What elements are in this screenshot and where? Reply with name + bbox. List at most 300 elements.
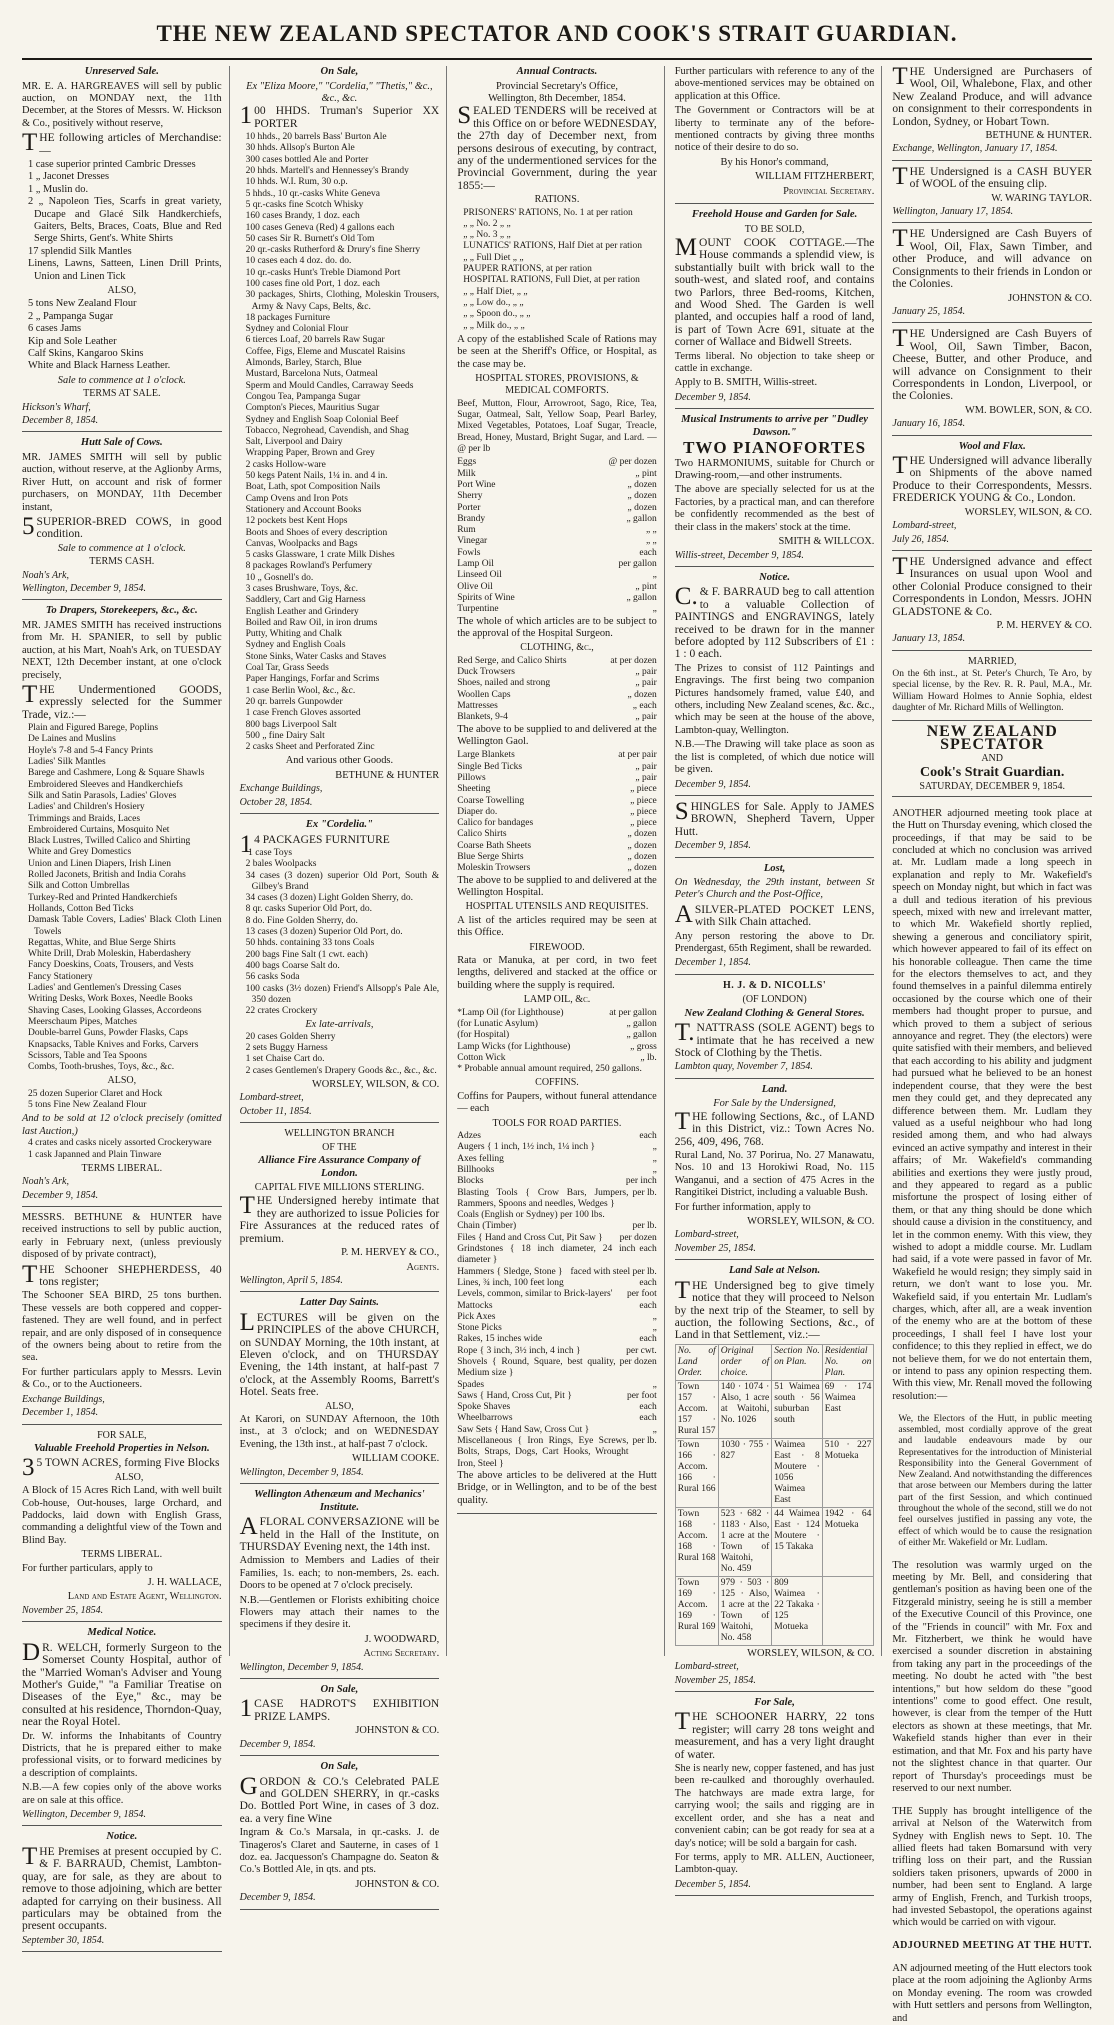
price-unit: „ „: [645, 525, 657, 536]
price-unit: „: [652, 570, 657, 581]
signature: SMITH & WILLCOX.: [778, 536, 875, 548]
table-row: [675, 1380, 874, 1438]
advert-sub: TO BE SOLD,: [744, 223, 805, 235]
advert-annual-contracts: [457, 66, 657, 1514]
list-item: 50 cases Sir R. Burnett's Old Tom: [245, 233, 375, 244]
price-unit: „ gallon: [626, 1018, 657, 1029]
advert-body: MR. E. A. HARGREAVES will sell by public auction, on MONDAY next, the 11th December, at the Stores of Messrs. W. Hickson & Co., positively without reserve,: [22, 80, 222, 129]
date: Wellington, 8th December, 1854.: [488, 92, 626, 104]
price-item: Red Serge, and Calico Shirts: [457, 655, 567, 666]
price-item: Shovels { Round, Square, best quality, Medium size }: [457, 1356, 616, 1379]
price-row: [457, 1053, 657, 1064]
list-item: Writing Desks, Work Boxes, Needle Books: [28, 994, 193, 1005]
price-item: Billhooks: [457, 1164, 495, 1175]
price-unit: „ piece: [630, 795, 657, 806]
price-row: [457, 514, 657, 525]
advert-body: For further particulars apply to Messrs. Levin & Co., or to the Auctioneers.: [22, 1366, 222, 1391]
signature: J. WOODWARD,: [364, 1633, 440, 1645]
notice-married: [892, 656, 1092, 722]
date: December 9, 1854.: [22, 1189, 99, 1201]
list-item: 5 tons New Zealand Flour: [28, 298, 137, 310]
list-item: 20 qr.-casks Rutherford & Drury's fine Sherry: [245, 245, 421, 256]
price-unit: per inch: [625, 1176, 657, 1187]
advert-heading: On Sale,: [320, 66, 359, 77]
price-item: Spades: [457, 1379, 485, 1390]
list-item: Camp Ovens and Iron Pots: [245, 493, 348, 504]
price-unit: „ dozen: [627, 863, 657, 874]
list-item: Compton's Pieces, Mauritius Sugar: [245, 403, 380, 414]
advert-heading: Notice.: [759, 571, 791, 583]
list-item: White and Grey Domestics: [28, 847, 132, 858]
price-unit: per lb.: [632, 1436, 657, 1447]
list-item: 12 pockets best Kent Hops: [245, 516, 348, 527]
price-row: [457, 525, 657, 536]
price-row: [457, 503, 657, 514]
list-item: 10 hhds. W.I. Rum, 30 o.p.: [245, 177, 348, 188]
price-row: [457, 841, 657, 852]
price-row: [457, 712, 657, 723]
price-item: Axes felling: [457, 1153, 504, 1164]
price-item: Sheeting: [457, 784, 491, 795]
advert-premises: [22, 1831, 222, 1952]
advert-bethune-wool: [892, 63, 1092, 161]
list-item: White and Black Harness Leather.: [28, 360, 171, 372]
item-list: [246, 1032, 440, 1077]
date: December 1, 1854.: [22, 1407, 99, 1419]
advert-hervey-insurance: [892, 552, 1092, 651]
signature: W. WARING TAYLOR.: [991, 192, 1092, 204]
sale-note: Sale to commence at 1 o'clock.: [57, 542, 186, 554]
advert-body: MR. JAMES SMITH will sell by public auction, without reserve, at the Aglionby Arms, River Hutt, on account and risk of former purchasers, on MONDAY, 11th December instant,: [22, 451, 222, 513]
land-table: [675, 1344, 875, 1646]
price-unit: per dozen: [619, 1232, 657, 1243]
table-cell: 979 · 503 · 125 · Also, 1 acre at the Town of Waitohi, No. 458: [718, 1576, 772, 1645]
list-item: Stationery and Account Books: [245, 504, 362, 515]
editorial-title: NEW ZEALAND SPECTATOR: [926, 723, 1058, 753]
advert-lead: MOUNT COOK COTTAGE.—The House commands a splendid view, is substantially built with brick wall to the south-west, and slated roof, and contains two Parlors, three Bed-rooms, Kitchen, and Wood Shed. The Garden is well planted, and occupies half a rood of land, is part of Town Acre 691, situate at the corner of Wallace and Bidwell Streets.: [674, 233, 875, 349]
price-unit: at per pair: [618, 750, 657, 761]
list-item: 200 bags Fine Salt (1 cwt. each): [245, 949, 368, 960]
price-item: Blocks: [457, 1176, 484, 1187]
price-unit: „ „: [645, 536, 657, 547]
section-label: FIREWOOD.: [529, 941, 585, 953]
of-the: OF THE: [322, 1141, 357, 1153]
price-unit: „ each: [632, 700, 657, 711]
price-item: Blankets, 9-4: [457, 712, 508, 723]
list-item: De Laines and Muslins: [28, 734, 116, 745]
sale-note: Sale to commence at 1 o'clock.: [57, 374, 186, 386]
advert-body: Any person restoring the above to Dr. Prendergast, 65th Regiment, shall be rewarded.: [674, 930, 875, 955]
advert-heading: For Sale,: [754, 1696, 795, 1708]
price-item: Fowls: [457, 547, 481, 558]
list-item: 100 casks (3½ dozen) Friend's Allsopp's Pale Ale, 350 dozen: [245, 983, 440, 1005]
editorial-dateline: SATURDAY, DECEMBER 9, 1854.: [892, 781, 1092, 797]
list-item: Boat, Lath, spot Composition Nails: [245, 482, 381, 493]
list-item: Turkey-Red and Printed Handkerchiefs: [28, 892, 178, 903]
price-item: Spirits of Wine: [457, 592, 515, 603]
date: November 25, 1854.: [674, 1242, 756, 1254]
article-body: AN adjourned meeting of the Hutt electors took place at the room adjoining the Aglionby Arms on Monday evening. The room was crowded with Hutt settlers and persons from Wellington, and: [892, 1962, 1092, 2024]
item-list: [246, 848, 440, 1017]
table-header-cell: Original order of choice.: [718, 1344, 772, 1380]
signature: Provincial Secretary.: [783, 185, 875, 197]
branch-title: WELLINGTON BRANCH: [284, 1128, 395, 1140]
place: Noah's Ark,: [22, 569, 69, 581]
price-unit: „: [652, 1379, 657, 1390]
advert-land-nelson: [675, 1265, 875, 1692]
price-row: [457, 1402, 657, 1413]
date: January 13, 1854.: [892, 633, 966, 645]
list-item: Trimmings and Braids, Laces: [28, 813, 141, 824]
date: Exchange, Wellington, January 17, 1854.: [892, 143, 1058, 155]
list-item: Scissors, Table and Tea Spoons: [28, 1050, 147, 1061]
table-cell: Town 157 · Accom. 157 · Rural 157: [675, 1380, 718, 1438]
list-item: 10 qr.-casks Hunt's Treble Diamond Port: [245, 267, 401, 278]
price-unit: „ pair: [635, 761, 657, 772]
advert-latter-day-saints: [240, 1297, 440, 1484]
table-cell: Town 168 · Accom. 168 · Rural 168: [675, 1507, 718, 1576]
price-row: [457, 1008, 657, 1019]
list-item: Almonds, Barley, Starch, Blue: [245, 358, 362, 369]
advert-body: MESSRS. BETHUNE & HUNTER have received instructions to sell by public auction, early in February next, (unless previously disposed of by private contract),: [22, 1212, 222, 1261]
price-row: [457, 863, 657, 874]
date: December 5, 1854.: [674, 1878, 751, 1890]
price-unit: „: [652, 1164, 657, 1175]
list-item: Ladies' and Gentlemen's Dressing Cases: [28, 983, 182, 994]
advert-lead: LECTURES will be given on the PRINCIPLES of the above CHURCH, on SUNDAY Morning, the 10th instant, at Eleven o'clock, and on THURSDAY Evening, the 14th instant, at half-past 7 o'clock, at the Assembly Rooms, Barrett's Hotel. Seats free.: [239, 1308, 440, 1399]
advert-heading: Valuable Freehold Properties in Nelson.: [33, 1442, 210, 1454]
article-heading: ADJOURNED MEETING AT THE HUTT.: [892, 1940, 1092, 1952]
date: October 28, 1854.: [239, 796, 313, 808]
date: Lambton quay, November 7, 1854.: [674, 1061, 813, 1073]
price-item: Brandy: [457, 513, 486, 524]
list-item: 10 cases each 4 doz. do. do.: [245, 256, 352, 267]
section-label: HOSPITAL STORES, PROVISIONS, & MEDICAL COMFORTS.: [475, 373, 639, 397]
list-item: Silk and Cotton Umbrellas: [28, 881, 130, 892]
advert-heading: FOR SALE,: [97, 1429, 147, 1441]
price-unit: each: [639, 547, 657, 558]
price-list: [457, 1008, 657, 1064]
advert-lead: AFLORAL CONVERSAZIONE will be held in the Hall of the Institute, on THURSDAY Evening next, the 14th inst.: [239, 1513, 440, 1553]
list-item: „ „ No. 3 „ „: [463, 230, 511, 241]
list-item: Hollands, Cotton Bed Ticks: [28, 903, 134, 914]
list-item: Stone Sinks, Water Casks and Staves: [245, 651, 387, 662]
list-item: „ „ Milk do., „ „: [463, 320, 525, 331]
price-item: Coarse Bath Sheets: [457, 840, 532, 851]
date: Wellington, December 9, 1854.: [239, 1661, 364, 1673]
price-row: [457, 1030, 657, 1041]
date: Wellington, December 9, 1854.: [22, 583, 147, 595]
list-item: English Leather and Grindery: [245, 606, 359, 617]
advert-lead: THE Undersigned are Cash Buyers of Wool, Oil, Flax, Sawn Timber, and other Produce, and will advance on Consignments to their friends in London or the Colonies.: [892, 225, 1092, 291]
list-item: 2 „ Pampanga Sugar: [28, 310, 114, 322]
date: Wellington, December 9, 1854.: [239, 1466, 364, 1478]
price-unit: per cwt.: [626, 1345, 657, 1356]
list-item: 5 tons Fine New Zealand Flour: [28, 1100, 147, 1111]
price-row: [457, 1233, 657, 1244]
price-row: [457, 1346, 657, 1357]
price-row: [457, 1301, 657, 1312]
terms: TERMS CASH.: [89, 556, 155, 568]
list-item: 2 cases Gentlemen's Drapery Goods &c., &c., &c.: [245, 1065, 437, 1076]
advert-lead: TWO PIANOFORTES: [683, 438, 867, 458]
masthead-rule: [22, 58, 1092, 60]
list-item: Hoyle's 7-8 and 5-4 Fancy Prints: [28, 745, 153, 756]
price-unit: per lb.: [632, 1187, 657, 1198]
advert-lost-lens: [675, 863, 875, 975]
price-unit: „ gallon: [626, 513, 657, 524]
list-item: 800 bags Liverpool Salt: [245, 719, 337, 730]
price-row: [457, 818, 657, 829]
advert-drapers: [22, 605, 222, 1207]
table-header-cell: Section No. on Plan.: [772, 1344, 823, 1380]
advert-mount-cook: [675, 209, 875, 409]
price-item: Rum: [457, 525, 476, 536]
list-item: Meerschaum Pipes, Matches: [28, 1016, 137, 1027]
price-row: [457, 559, 657, 570]
columns: [22, 63, 1092, 2024]
price-row: [457, 548, 657, 559]
price-row: [457, 1221, 657, 1232]
advert-cordelia: [240, 819, 440, 1123]
table-cell: 809 Waimea · 22 Takaka · 125 Motueka: [772, 1576, 823, 1645]
price-item: Rope { 3 inch, 3½ inch, 4 inch }: [457, 1345, 581, 1356]
list-item: „ „ Spoon do., „ „: [463, 309, 531, 320]
table-cell: Town 166 · Accom. 166 · Rural 166: [675, 1438, 718, 1507]
terms: TERMS AT SALE.: [83, 388, 161, 400]
list-item: 22 crates Crockery: [245, 1006, 318, 1017]
list-item: 10 hhds., 20 barrels Bass' Burton Ale: [245, 132, 387, 143]
list-item: 1 case French Gloves assorted: [245, 708, 361, 719]
advert-bowler-wool: [892, 325, 1092, 435]
price-item: Vinegar: [457, 536, 488, 547]
signature: Agents.: [406, 1261, 440, 1273]
price-item: Adzes: [457, 1131, 481, 1142]
advert-athenaeum: [240, 1489, 440, 1679]
price-unit: each: [639, 1277, 657, 1288]
list-item: 20 cases Golden Sherry: [245, 1031, 336, 1042]
advert-heading: Wool and Flax.: [958, 440, 1026, 452]
price-unit: „ dozen: [627, 479, 657, 490]
date: Wellington, January 17, 1854.: [892, 206, 1014, 218]
advert-shingles: [674, 797, 875, 858]
column-3: [457, 66, 665, 1656]
list-item: 17 splendid Silk Mantles: [28, 245, 132, 257]
advert-lead: THE Undersigned are Purchasers of Wool, Oil, Whalebone, Flax, and other New Zealand Produce, and will advance on consignment to their correspondents in London, Sydney, or Hobart Town.: [892, 63, 1092, 128]
advert-heading: Musical Instruments to arrive per "Dudley Dawson.": [681, 414, 869, 438]
list-item: Kip and Sole Leather: [28, 335, 117, 347]
list-item: 1 case Berlin Wool, &c., &c.: [245, 685, 356, 696]
advert-barraud-paintings: [675, 572, 875, 796]
list-item: Rolled Jaconets, British and India Corahs: [28, 870, 186, 881]
price-list: [457, 656, 657, 724]
advert-sherry: [240, 1761, 440, 1910]
signature: JOHNSTON & CO.: [355, 1878, 440, 1890]
list-item: 6 tierces Loaf, 20 barrels Raw Sugar: [245, 335, 385, 346]
date: Wellington, April 5, 1854.: [239, 1274, 343, 1286]
advert-body: Ingram & Co.'s Marsala, in qr.-casks. J. de Tinageros's Claret and Sauterne, in cases of 1 doz. ea. Jacquesson's Champagne do. Seaton & Co.'s Bottled Ale, in qts. and pts.: [239, 1827, 440, 1876]
price-list: [457, 1131, 657, 1470]
list-item: 20 qr. barrels Gunpowder: [245, 696, 343, 707]
signature: BETHUNE & HUNTER.: [985, 130, 1092, 142]
table-row: [675, 1438, 874, 1507]
price-item: Wheelbarrows: [457, 1413, 513, 1424]
advert-body: Coffins for Paupers, without funeral attendance — each: [457, 1090, 657, 1115]
price-item: Blasting Tools { Crow Bars, Jumpers, Rammers, Spoons and needles, Wedges }: [457, 1187, 629, 1209]
advert-body: A copy of the established Scale of Rations may be seen at the Sheriff's Office, or Hospital, as the case may be.: [457, 333, 657, 370]
list-item: Fancy Stationery: [28, 971, 93, 982]
price-unit: „ lb.: [640, 1052, 657, 1063]
list-item: 1 case Toys: [248, 847, 293, 858]
list-item: Coal Tar, Grass Seeds: [245, 663, 329, 674]
item-list: [28, 723, 222, 1073]
advert-land: [675, 1084, 875, 1260]
price-row: [457, 678, 657, 689]
price-unit: „ pair: [635, 678, 657, 689]
price-unit: per gallon: [618, 559, 657, 570]
table-body: [675, 1380, 874, 1645]
price-item: Sherry: [457, 491, 483, 502]
list-item: 2 casks Sheet and Perforated Zinc: [245, 742, 375, 753]
advert-schooner-harry: [675, 1697, 875, 1896]
advert-sub: For Sale by the Undersigned,: [713, 1098, 836, 1110]
signature: BETHUNE & HUNTER: [335, 769, 440, 781]
price-unit: „ dozen: [627, 829, 657, 840]
advert-body: For further particulars, apply to: [22, 1562, 153, 1574]
price-row: [457, 1154, 657, 1165]
price-unit: „ dozen: [627, 502, 657, 513]
date: November 25, 1854.: [22, 1604, 104, 1616]
advert-contracts-continued: [675, 66, 875, 204]
signature: P. M. HERVEY & CO.: [996, 619, 1092, 631]
price-row: [457, 1289, 657, 1300]
list-item: 4 crates and casks nicely assorted Crockeryware: [28, 1138, 212, 1149]
advert-lead: ASILVER-PLATED POCKET LENS, with Silk Chain attached.: [674, 900, 875, 929]
list-item: PAUPER RATIONS, at per ration: [463, 264, 592, 275]
price-unit: „: [652, 1311, 657, 1322]
advert-body: Dr. W. informs the Inhabitants of Country Districts, that he is prepared either to make professional visits, or to forward medicines by a description of complaints.: [22, 1730, 222, 1779]
advert-lead: THE Undersigned are Cash Buyers of Wool, Oil, Sawn Timber, Bacon, Cheese, Butter, and other Produce, and will advance on Consignment to their Correspondents in London, Liverpool, or the Colonies.: [892, 325, 1092, 403]
price-item: Chain (Timber): [457, 1221, 517, 1232]
section-label: RATIONS.: [534, 194, 580, 206]
price-unit: each: [639, 1300, 657, 1311]
place: Exchange Buildings,: [239, 783, 323, 795]
price-row: [457, 852, 657, 863]
advert-body: She is nearly new, copper fastened, and has just been re-caulked and thoroughly overhauled. The hatchways are made extra large, for carrying wool; the sails and rigging are in excellent order, and she has a neat and convenient cabin; can be got ready for sea at a day's notice; will be sold a bargain for cash.: [674, 1763, 875, 1849]
capital: CAPITAL FIVE MILLIONS STERLING.: [254, 1182, 425, 1194]
table-cell: 44 Waimea East · 124 Moutere · 15 Takaka: [772, 1507, 823, 1576]
price-unit: at per dozen: [610, 655, 657, 666]
price-unit: @ per dozen: [608, 457, 657, 468]
also-label: ALSO,: [114, 1471, 144, 1483]
advert-body: Rural Land, No. 37 Porirua, No. 27 Manawatu, Nos. 10 and 13 Horokiwi Road, No. 115 Wanganui, and a section of 475 Acres in the Rangitikei District, including a valuable Bush.: [674, 1149, 875, 1199]
table-cell: 1030 · 755 · 827: [718, 1438, 772, 1507]
advert-heading: Hutt Sale of Cows.: [80, 437, 163, 449]
list-item: 300 cases bottled Ale and Porter: [245, 154, 369, 165]
price-unit: „ gallon: [626, 1030, 657, 1041]
terms: TERMS LIBERAL.: [81, 1162, 163, 1174]
price-item: Calico Shirts: [457, 829, 507, 840]
list-item: Coffee, Figs, Eleme and Muscatel Raisins: [245, 346, 406, 357]
article-body: THE Supply has brought intelligence of the arrival at Nelson of the Waterwitch from Sydney with English news to Sept. 10. The allied fleets had taken Bomarsund with very trifling loss on their part, and the Russian soldiers taken prisoners, upwards of 2000 in number, had been sent to England. A large army of English, French, and Turkish troops, had invested Sebastopol, the operations against which would be carried on with vigour.: [892, 1805, 1092, 1929]
advert-lead: THE Undermentioned GOODS, expressly selected for the Summer Trade, viz.:—: [22, 680, 222, 721]
price-item: Augers { 1 inch, 1½ inch, 1¼ inch }: [457, 1142, 596, 1153]
list-item: Canvas, Woolpacks and Bags: [245, 538, 358, 549]
signature: WORSLEY, WILSON, & CO.: [747, 1647, 875, 1659]
advert-schooners: [22, 1212, 222, 1425]
list-item: 400 bags Coarse Salt do.: [245, 960, 340, 971]
list-item: Regattas, White, and Blue Serge Shirts: [28, 937, 176, 948]
price-row: [457, 829, 657, 840]
list-item: Sydney and English Soap Colonial Beef: [245, 414, 399, 425]
list-item: 25 dozen Superior Claret and Hock: [28, 1088, 163, 1099]
price-unit: per lb.: [632, 1221, 657, 1232]
table-header-cell: Residential No. on Plan.: [822, 1344, 874, 1380]
price-unit: „: [652, 1323, 657, 1334]
price-row: [457, 1142, 657, 1153]
advert-sub: (OF LONDON): [742, 994, 807, 1006]
list-item: 18 packages Furniture: [245, 312, 331, 323]
list-item: 100 cases Geneva (Red) 4 gallons each: [245, 222, 395, 233]
advert-heading: On Sale,: [320, 1683, 359, 1695]
advert-body: N.B.—Gentlemen or Florists exhibiting choice Flowers may attach their names to the specimens if they desire it.: [239, 1594, 440, 1631]
section-label: CLOTHING, &c.,: [520, 642, 594, 654]
list-item: Silk and Satin Parasols, Ladies' Gloves: [28, 790, 177, 801]
list-item: 1 „ Jaconet Dresses: [28, 171, 110, 183]
comforts: Beef, Mutton, Flour, Arrowroot, Sago, Rice, Tea, Sugar, Oatmeal, Salt, Yellow Soap, Pearl Barley, Mixed Vegetables, Potatoes, Loaf Sugar, Treacle, Bread, Honey, Mustard, Bright Sugar, and Lard. — @ per lb: [457, 398, 657, 455]
date: Wellington, December 9, 1854.: [22, 1809, 147, 1821]
list-item: 8 packages Rowland's Perfumery: [245, 561, 373, 572]
price-list: [457, 750, 657, 874]
advert-heading: Wellington Athenæum and Mechanics' Institute.: [254, 1489, 425, 1513]
price-unit: „ gross: [630, 1041, 657, 1052]
list-item: Putty, Whiting and Chalk: [245, 629, 342, 640]
price-row: [457, 1244, 657, 1267]
date: October 11, 1854.: [239, 1105, 312, 1117]
signature: P. M. HERVEY & CO.,: [341, 1247, 440, 1259]
also-label: ALSO,: [107, 285, 137, 296]
price-item: Mattocks: [457, 1300, 493, 1311]
price-row: [457, 570, 657, 581]
list-item: 34 cases (3 dozen) Light Golden Sherry, do.: [245, 893, 414, 904]
price-item: Mattresses: [457, 700, 498, 711]
table-cell: 69 · 174 Waimea East: [822, 1380, 874, 1438]
advert-lead: THE following Sections, &c., of LAND in this District, viz.: Town Acres No. 256, 409, 496, 768.: [674, 1107, 875, 1148]
advert-heading: Freehold House and Garden for Sale.: [691, 209, 858, 221]
list-item: 2 casks Hollow-ware: [245, 459, 326, 470]
date: January 16, 1854.: [892, 418, 966, 430]
list-item: Ladies' and Children's Hosiery: [28, 802, 145, 813]
price-item: Turpentine: [457, 604, 499, 615]
advert-lead: SEALED TENDERS will be received at this Office on or before WEDNESDAY, the 27th day of December next, from persons desirous of executing, by contract, any of the undermentioned services for the Provincial Government, during the year 1855:—: [457, 102, 657, 192]
list-item: White Drill, Drab Moleskin, Haberdashery: [28, 949, 192, 960]
list-item: Barege and Cashmere, Long & Square Shawls: [28, 768, 205, 779]
list-item: Black Lustres, Twilled Calico and Shirting: [28, 836, 191, 847]
table-cell: 140 · 1074 · Also, 1 acre at Waitohi, No. 1026: [718, 1380, 772, 1438]
list-item: LUNATICS' RATIONS, Half Diet at per ration: [463, 241, 642, 252]
company-name: Alliance Fire Assurance Company of London.: [258, 1155, 421, 1179]
advert-on-sale-spirits: [240, 66, 440, 814]
price-item: Coarse Towelling: [457, 795, 525, 806]
advert-lead: THE Undersigned is a CASH BUYER of WOOL of the ensuing clip.: [892, 162, 1092, 191]
date: December 9, 1854.: [674, 840, 751, 852]
price-unit: „ piece: [630, 818, 657, 829]
item-list: [28, 298, 222, 372]
list-item: Linens, Lawns, Satteen, Linen Drill Prints, Union and Linen Tick: [28, 258, 222, 282]
price-unit: per foot: [626, 1289, 657, 1300]
price-row: [457, 773, 657, 784]
price-list: [457, 457, 657, 615]
